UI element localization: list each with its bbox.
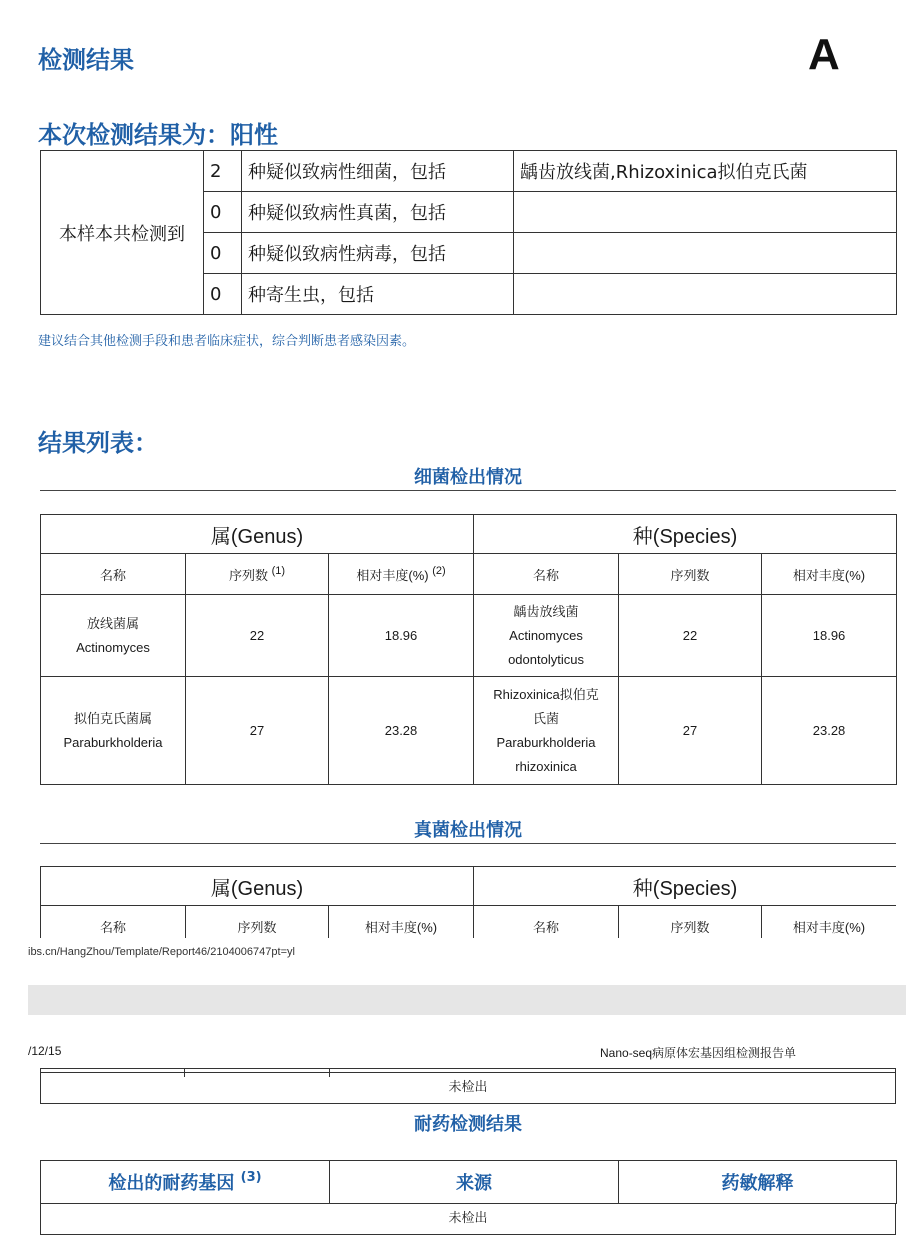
col-abundance-label: 相对丰度(%) xyxy=(356,567,429,583)
species-name-line: Actinomyces xyxy=(509,627,583,643)
result-list-title: 结果列表： xyxy=(38,429,158,457)
col-reads xyxy=(186,554,329,595)
col-reads: 序列数 xyxy=(619,554,762,595)
summary-count: 2 xyxy=(204,151,242,192)
summary-row xyxy=(41,151,897,192)
col-resistance-gene xyxy=(41,1161,330,1204)
species-header: 种(Species) xyxy=(474,515,897,554)
col-reads: 序列数 xyxy=(186,906,329,939)
col-name: 名称 xyxy=(41,554,186,595)
result-value: 阳性 xyxy=(230,121,278,149)
col-abundance: 相对丰度(%) xyxy=(762,554,897,595)
col-abundance: 相对丰度(%) xyxy=(329,906,474,939)
table-column-header xyxy=(41,906,897,939)
table-row xyxy=(41,677,897,785)
page-title: 检测结果 xyxy=(38,46,134,74)
genus-reads: 22 xyxy=(186,595,329,677)
species-reads: 22 xyxy=(619,595,762,677)
species-header: 种(Species) xyxy=(474,867,896,906)
col-source: 来源 xyxy=(330,1161,619,1204)
col-abundance: 相对丰度(%) xyxy=(762,906,896,939)
resistance-table xyxy=(40,1160,897,1204)
summary-desc: 种疑似致病性真菌，包括 xyxy=(242,192,514,233)
result-label: 本次检测结果为： xyxy=(38,121,230,149)
species-name-line: rhizoxinica xyxy=(515,758,577,774)
resistance-not-detected: 未检出 xyxy=(40,1203,896,1235)
species-reads: 27 xyxy=(619,677,762,785)
summary-row-label: 本样本共检测到 xyxy=(41,151,204,315)
species-name-line: Paraburkholderia xyxy=(496,734,596,750)
print-header-report-name: Nano-seq病原体宏基因组检测报告单 xyxy=(600,1046,797,1060)
genus-header: 属(Genus) xyxy=(41,515,474,554)
species-name-line: Rhizoxinica拟伯克 xyxy=(493,686,599,702)
footnote-marker: (1) xyxy=(271,564,286,577)
col-name: 名称 xyxy=(41,906,186,939)
advice-note: 建议结合其他检测手段和患者临床症状，综合判断患者感染因素。 xyxy=(38,334,416,349)
footnote-marker: (3) xyxy=(240,1170,262,1185)
species-abundance: 23.28 xyxy=(762,677,897,785)
page-break-band xyxy=(28,985,906,1015)
summary-items xyxy=(514,192,897,233)
col-reads: 序列数 xyxy=(619,906,762,939)
summary-count: 0 xyxy=(204,192,242,233)
print-header-date: /12/15 xyxy=(28,1044,62,1058)
genus-abundance: 18.96 xyxy=(329,595,474,677)
genus-abundance: 23.28 xyxy=(329,677,474,785)
section-divider xyxy=(40,490,896,491)
bacteria-section-title: 细菌检出情况 xyxy=(414,467,522,488)
fungi-section-title: 真菌检出情况 xyxy=(414,820,522,841)
section-divider xyxy=(40,843,896,844)
fungi-not-detected: 未检出 xyxy=(40,1072,896,1104)
table-group-header xyxy=(41,867,897,906)
genus-name-en: Paraburkholderia xyxy=(63,734,163,750)
species-name xyxy=(474,595,619,677)
table-group-header xyxy=(41,515,897,554)
table-column-header xyxy=(41,1161,897,1204)
col-resistance-gene-label: 检出的耐药基因 xyxy=(108,1173,235,1194)
table-column-header xyxy=(41,554,897,595)
summary-items xyxy=(514,274,897,315)
col-name: 名称 xyxy=(474,906,619,939)
print-footer-url: ibs.cn/HangZhou/Template/Report46/2104006747pt=yl xyxy=(28,946,295,958)
summary-table xyxy=(40,150,897,315)
footnote-marker: (2) xyxy=(432,564,446,577)
resistance-section-title: 耐药检测结果 xyxy=(414,1114,522,1135)
summary-count: 0 xyxy=(204,233,242,274)
species-abundance: 18.96 xyxy=(762,595,897,677)
species-name xyxy=(474,677,619,785)
fungi-table-clip xyxy=(40,866,896,938)
summary-items: 龋齿放线菌,Rhizoxinica拟伯克氏菌 xyxy=(514,151,897,192)
genus-reads: 27 xyxy=(186,677,329,785)
genus-name-cn: 拟伯克氏菌属 xyxy=(73,710,152,726)
species-name-line: 氏菌 xyxy=(533,710,560,726)
col-interpretation: 药敏解释 xyxy=(619,1161,897,1204)
table-row xyxy=(41,595,897,677)
summary-desc: 种疑似致病性细菌，包括 xyxy=(242,151,514,192)
species-name-line: 龋齿放线菌 xyxy=(513,603,579,619)
bacteria-table xyxy=(40,514,897,785)
col-name: 名称 xyxy=(474,554,619,595)
genus-header: 属(Genus) xyxy=(41,867,474,906)
summary-desc: 种疑似致病性病毒，包括 xyxy=(242,233,514,274)
col-abundance xyxy=(329,554,474,595)
fungi-table xyxy=(40,866,896,938)
genus-name xyxy=(41,595,186,677)
summary-items xyxy=(514,233,897,274)
species-name-line: odontolyticus xyxy=(508,651,584,667)
summary-desc: 种寄生虫，包括 xyxy=(242,274,514,315)
genus-name xyxy=(41,677,186,785)
col-reads-label: 序列数 xyxy=(228,567,268,583)
genus-name-en: Actinomyces xyxy=(76,639,150,655)
genus-name-cn: 放线菌属 xyxy=(86,615,139,631)
panel-letter: A xyxy=(808,30,840,79)
summary-count: 0 xyxy=(204,274,242,315)
result-heading xyxy=(38,115,278,150)
